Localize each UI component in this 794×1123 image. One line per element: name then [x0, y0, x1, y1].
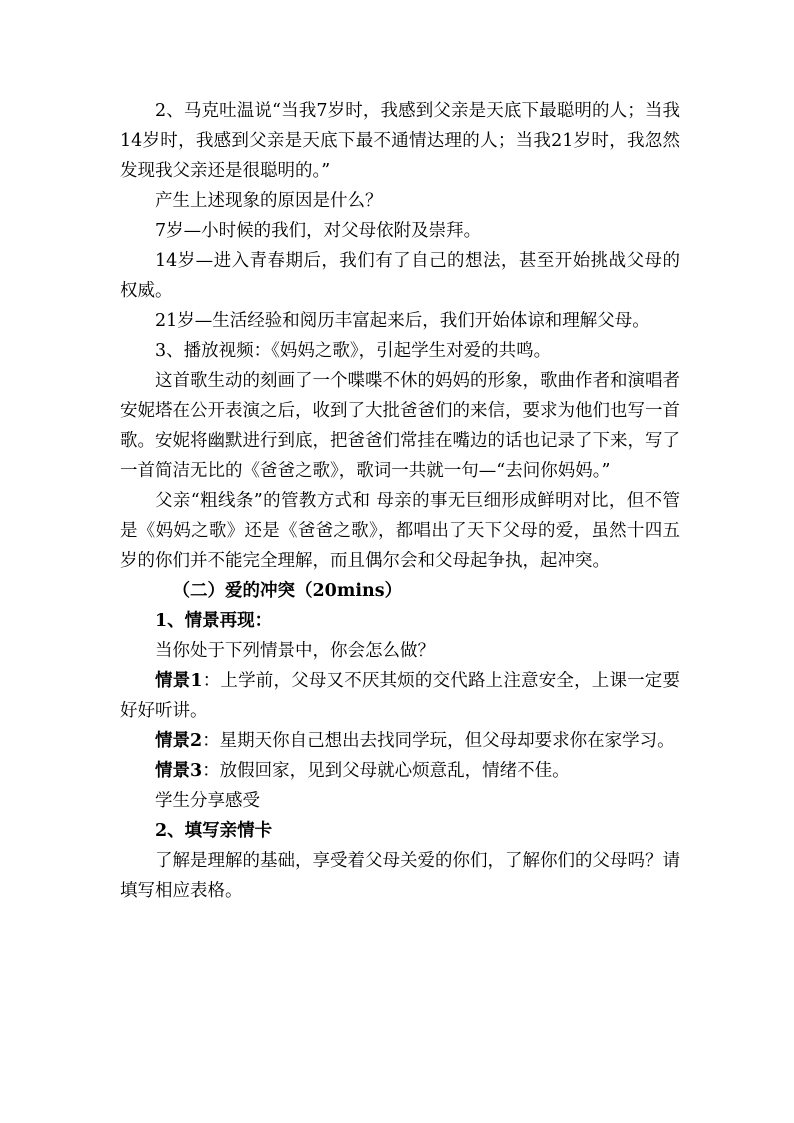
paragraph-age-7: 7岁—小时候的我们，对父母依附及崇拜。 [155, 221, 482, 241]
section-heading-conflict: （二）爱的冲突（20mins） [172, 581, 403, 601]
scenario-2 [120, 726, 680, 756]
item-heading-scenario: 1、情景再现： [155, 611, 273, 631]
paragraph-age-21: 21岁—生活经验和阅历丰富起来后，我们开始体谅和理解父母。 [155, 311, 650, 331]
paragraph-question: 产生上述现象的原因是什么？ [155, 191, 383, 211]
scenario-2-label: 情景2 [155, 731, 203, 751]
paragraph-song-description: 这首歌生动的刻画了一个喋喋不休的妈妈的形象，歌曲作者和演唱者安妮塔在公开表演之后，收到了大批爸爸们的来信，要求为他们也写一首歌。安妮将幽默进行到底，把爸爸们常挂在嘴边的话也记录了下来，写了一首简洁无比的《爸爸之歌》，歌词一共就一句—“去问你妈妈。” [120, 371, 680, 481]
paragraph-share-feelings: 学生分享感受 [155, 791, 260, 811]
paragraph-father-mother-contrast: 父亲“粗线条”的管教方式和 母亲的事无巨细形成鲜明对比，但不管是《妈妈之歌》还是《爸爸之歌》，都唱出了天下父母的爱，虽然十四五岁的你们并不能完全理解，而且偶尔会和父母起争执，起冲突。 [120, 491, 680, 571]
scenario-3-label: 情景3 [155, 761, 203, 781]
paragraph-mark-twain-quote: 2、马克吐温说“当我7岁时，我感到父亲是天底下最聪明的人；当我14岁时，我感到父亲是天底下最不通情达理的人；当我21岁时，我忽然发现我父亲还是很聪明的。” [120, 101, 680, 181]
document-page [120, 96, 680, 906]
scenario-2-text: ：星期天你自己想出去找同学玩，但父母却要求你在家学习。 [202, 731, 675, 751]
scenario-1 [120, 666, 680, 726]
item-heading-family-card: 2、填写亲情卡 [155, 821, 273, 841]
paragraph-scenario-prompt: 当你处于下列情景中，你会怎么做？ [155, 641, 435, 661]
scenario-3 [120, 756, 680, 786]
paragraph-play-video: 3、播放视频：《妈妈之歌》，引起学生对爱的共鸣。 [155, 341, 552, 361]
paragraph-fill-table: 了解是理解的基础，享受着父母关爱的你们，了解你们的父母吗？请填写相应表格。 [120, 851, 680, 901]
scenario-1-label: 情景1 [155, 671, 203, 691]
paragraph-age-14: 14岁—进入青春期后，我们有了自己的想法，甚至开始挑战父母的权威。 [120, 251, 680, 301]
scenario-3-text: ：放假回家，见到父母就心烦意乱，情绪不佳。 [202, 761, 570, 781]
scenario-1-text: ：上学前，父母又不厌其烦的交代路上注意安全，上课一定要好好听讲。 [120, 671, 680, 721]
